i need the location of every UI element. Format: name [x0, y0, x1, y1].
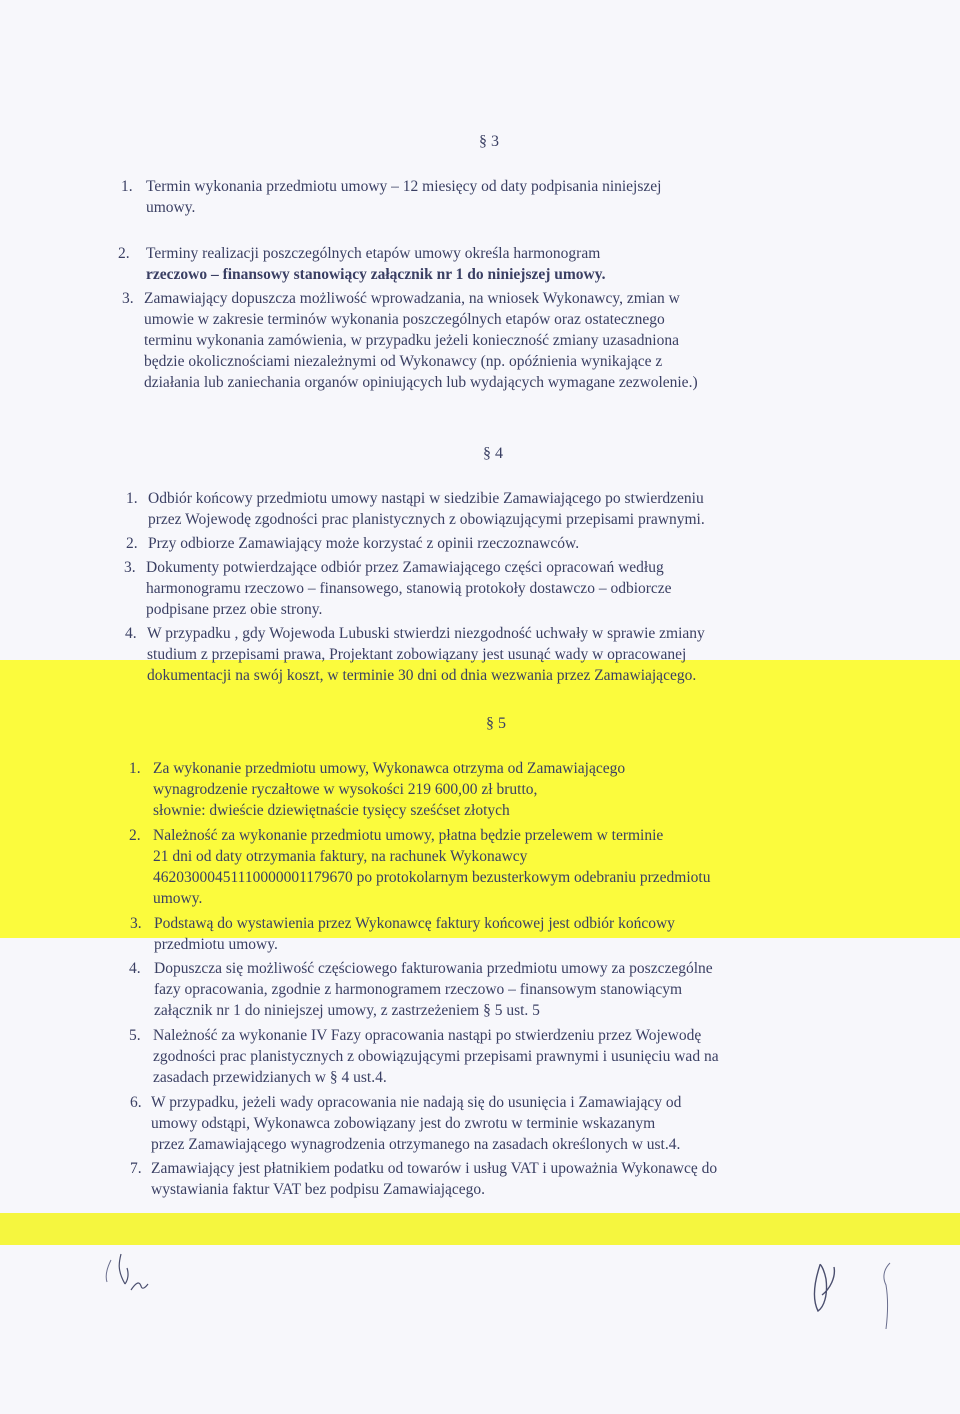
clause-line: umowie w zakresie terminów wykonania poszczególnych etapów oraz ostatecznego — [144, 311, 665, 328]
clause-line: załącznik nr 1 do niniejszej umowy, z zastrzeżeniem § 5 ust. 5 — [154, 1002, 540, 1019]
clause-line: umowy. — [153, 890, 203, 907]
clause-line: zasadach przewidzianych w § 4 ust.4. — [153, 1069, 387, 1086]
clause-number: 1. — [126, 490, 138, 507]
clause-line: W przypadku, jeżeli wady opracowania nie nadają się do usunięcia i Zamawiający od — [151, 1094, 682, 1111]
section-5-heading: § 5 — [486, 715, 506, 732]
clause-line: Zamawiający dopuszcza możliwość wprowadzania, na wniosek Wykonawcy, zmian w — [144, 290, 680, 307]
clause-line: W przypadku , gdy Wojewoda Lubuski stwierdzi niezgodność uchwały w sprawie zmiany — [147, 625, 705, 642]
section-4-heading: § 4 — [483, 445, 503, 462]
clause-number: 7. — [130, 1160, 142, 1177]
clause-line: Dokumenty potwierdzające odbiór przez Zamawiającego części opracowań według — [146, 559, 664, 576]
section-5-clause-6 — [130, 1092, 682, 1155]
clause-line: Należność za wykonanie IV Fazy opracowania nastąpi po stwierdzeniu przez Wojewodę — [153, 1027, 702, 1044]
clause-number: 5. — [129, 1027, 141, 1044]
clause-line: zgodności prac planistycznych z obowiązującymi przepisami prawnymi i usunięciu wad na — [153, 1048, 719, 1065]
section-4-clause-4 — [125, 623, 705, 686]
section-4-clause-3 — [124, 557, 672, 620]
clause-number: 1. — [121, 178, 133, 195]
section-3-clause-3 — [122, 288, 698, 393]
section-5-clause-1 — [129, 758, 626, 821]
clause-line: studium z przepisami prawa, Projektant zobowiązany jest usunąć wady w opracowanej — [147, 646, 687, 663]
clause-line: umowy odstąpi, Wykonawca zobowiązany jest do zwrotu w terminie wskazanym — [151, 1115, 656, 1132]
section-3-clause-1 — [121, 176, 662, 218]
clause-number: 3. — [124, 559, 136, 576]
clause-line: przez Zamawiającego wynagrodzenia otrzymanego na zasadach określonych w ust.4. — [151, 1136, 681, 1153]
clause-line: 46203000451110000001179670 po protokolarnym bezusterkowym odebraniu przedmiotu — [153, 869, 711, 886]
section-5-clause-2 — [129, 825, 711, 909]
clause-number: 2. — [126, 535, 138, 552]
section-3-heading: § 3 — [479, 133, 499, 150]
clause-line: Przy odbiorze Zamawiający może korzystać z opinii rzeczoznawców. — [148, 535, 580, 552]
clause-line: rzeczowo – finansowy stanowiący załącznik nr 1 do niniejszej umowy. — [146, 266, 606, 283]
section-4-clause-1 — [126, 488, 705, 530]
clause-number: 1. — [129, 760, 141, 777]
clause-number: 3. — [130, 915, 142, 932]
clause-line: podpisane przez obie strony. — [146, 601, 323, 618]
clause-line: Terminy realizacji poszczególnych etapów umowy określa harmonogram — [146, 245, 601, 262]
section-3-clause-2 — [118, 243, 606, 285]
section-5-clause-3 — [130, 913, 675, 955]
clause-line: przez Wojewodę zgodności prac planistycznych z obowiązującymi przepisami prawnymi. — [148, 511, 705, 528]
highlight-strip — [0, 1213, 960, 1245]
clause-number: 4. — [129, 960, 141, 977]
clause-number: 2. — [129, 827, 141, 844]
clause-line: Odbiór końcowy przedmiotu umowy nastąpi w siedzibie Zamawiającego po stwierdzeniu — [148, 490, 704, 507]
section-5-clause-7 — [130, 1158, 718, 1200]
clause-line: Zamawiający jest płatnikiem podatku od towarów i usług VAT i upoważnia Wykonawcę do — [151, 1160, 718, 1177]
clause-line: Należność za wykonanie przedmiotu umowy, płatna będzie przelewem w terminie — [153, 827, 664, 844]
clause-line: harmonogramu rzeczowo – finansowego, stanowią protokoły dostawczo – odbiorcze — [146, 580, 672, 597]
clause-line: będzie okolicznościami niezależnymi od Wykonawcy (np. opóźnienia wynikające z — [144, 353, 663, 370]
clause-line: Za wykonanie przedmiotu umowy, Wykonawca otrzyma od Zamawiającego — [153, 760, 626, 777]
clause-line: słownie: dwieście dziewiętnaście tysięcy sześćset złotych — [153, 802, 510, 819]
section-5-clause-4 — [129, 958, 713, 1021]
clause-line: Termin wykonania przedmiotu umowy – 12 miesięcy od daty podpisania niniejszej — [146, 178, 662, 195]
clause-line: umowy. — [146, 199, 196, 216]
clause-number: 4. — [125, 625, 137, 642]
signature-initials-right — [800, 1255, 910, 1335]
clause-line: terminu wykonania zamówienia, w przypadku jeżeli konieczność zmiany uzasadniona — [144, 332, 679, 349]
clause-line: działania lub zaniechania organów opiniujących lub wydających wymagane zezwolenie.) — [144, 374, 698, 391]
clause-number: 3. — [122, 290, 134, 307]
clause-number: 6. — [130, 1094, 142, 1111]
clause-number: 2. — [118, 245, 130, 262]
clause-line: 21 dni od daty otrzymania faktury, na rachunek Wykonawcy — [153, 848, 528, 865]
clause-line: wystawiania faktur VAT bez podpisu Zamawiającego. — [151, 1181, 486, 1198]
section-5-clause-5 — [129, 1025, 719, 1088]
section-4-clause-2 — [126, 533, 580, 554]
signature-initials-left — [95, 1250, 175, 1310]
clause-line: Podstawą do wystawienia przez Wykonawcę faktury końcowej jest odbiór końcowy — [154, 915, 675, 932]
clause-line: dokumentacji na swój koszt, w terminie 30 dni od dnia wezwania przez Zamawiającego. — [147, 667, 697, 684]
clause-line: przedmiotu umowy. — [154, 936, 278, 953]
clause-line: Dopuszcza się możliwość częściowego fakturowania przedmiotu umowy za poszczególne — [154, 960, 713, 977]
clause-line: wynagrodzenie ryczałtowe w wysokości 219 600,00 zł brutto, — [153, 781, 538, 798]
clause-line: fazy opracowania, zgodnie z harmonogramem rzeczowo – finansowym stanowiącym — [154, 981, 683, 998]
